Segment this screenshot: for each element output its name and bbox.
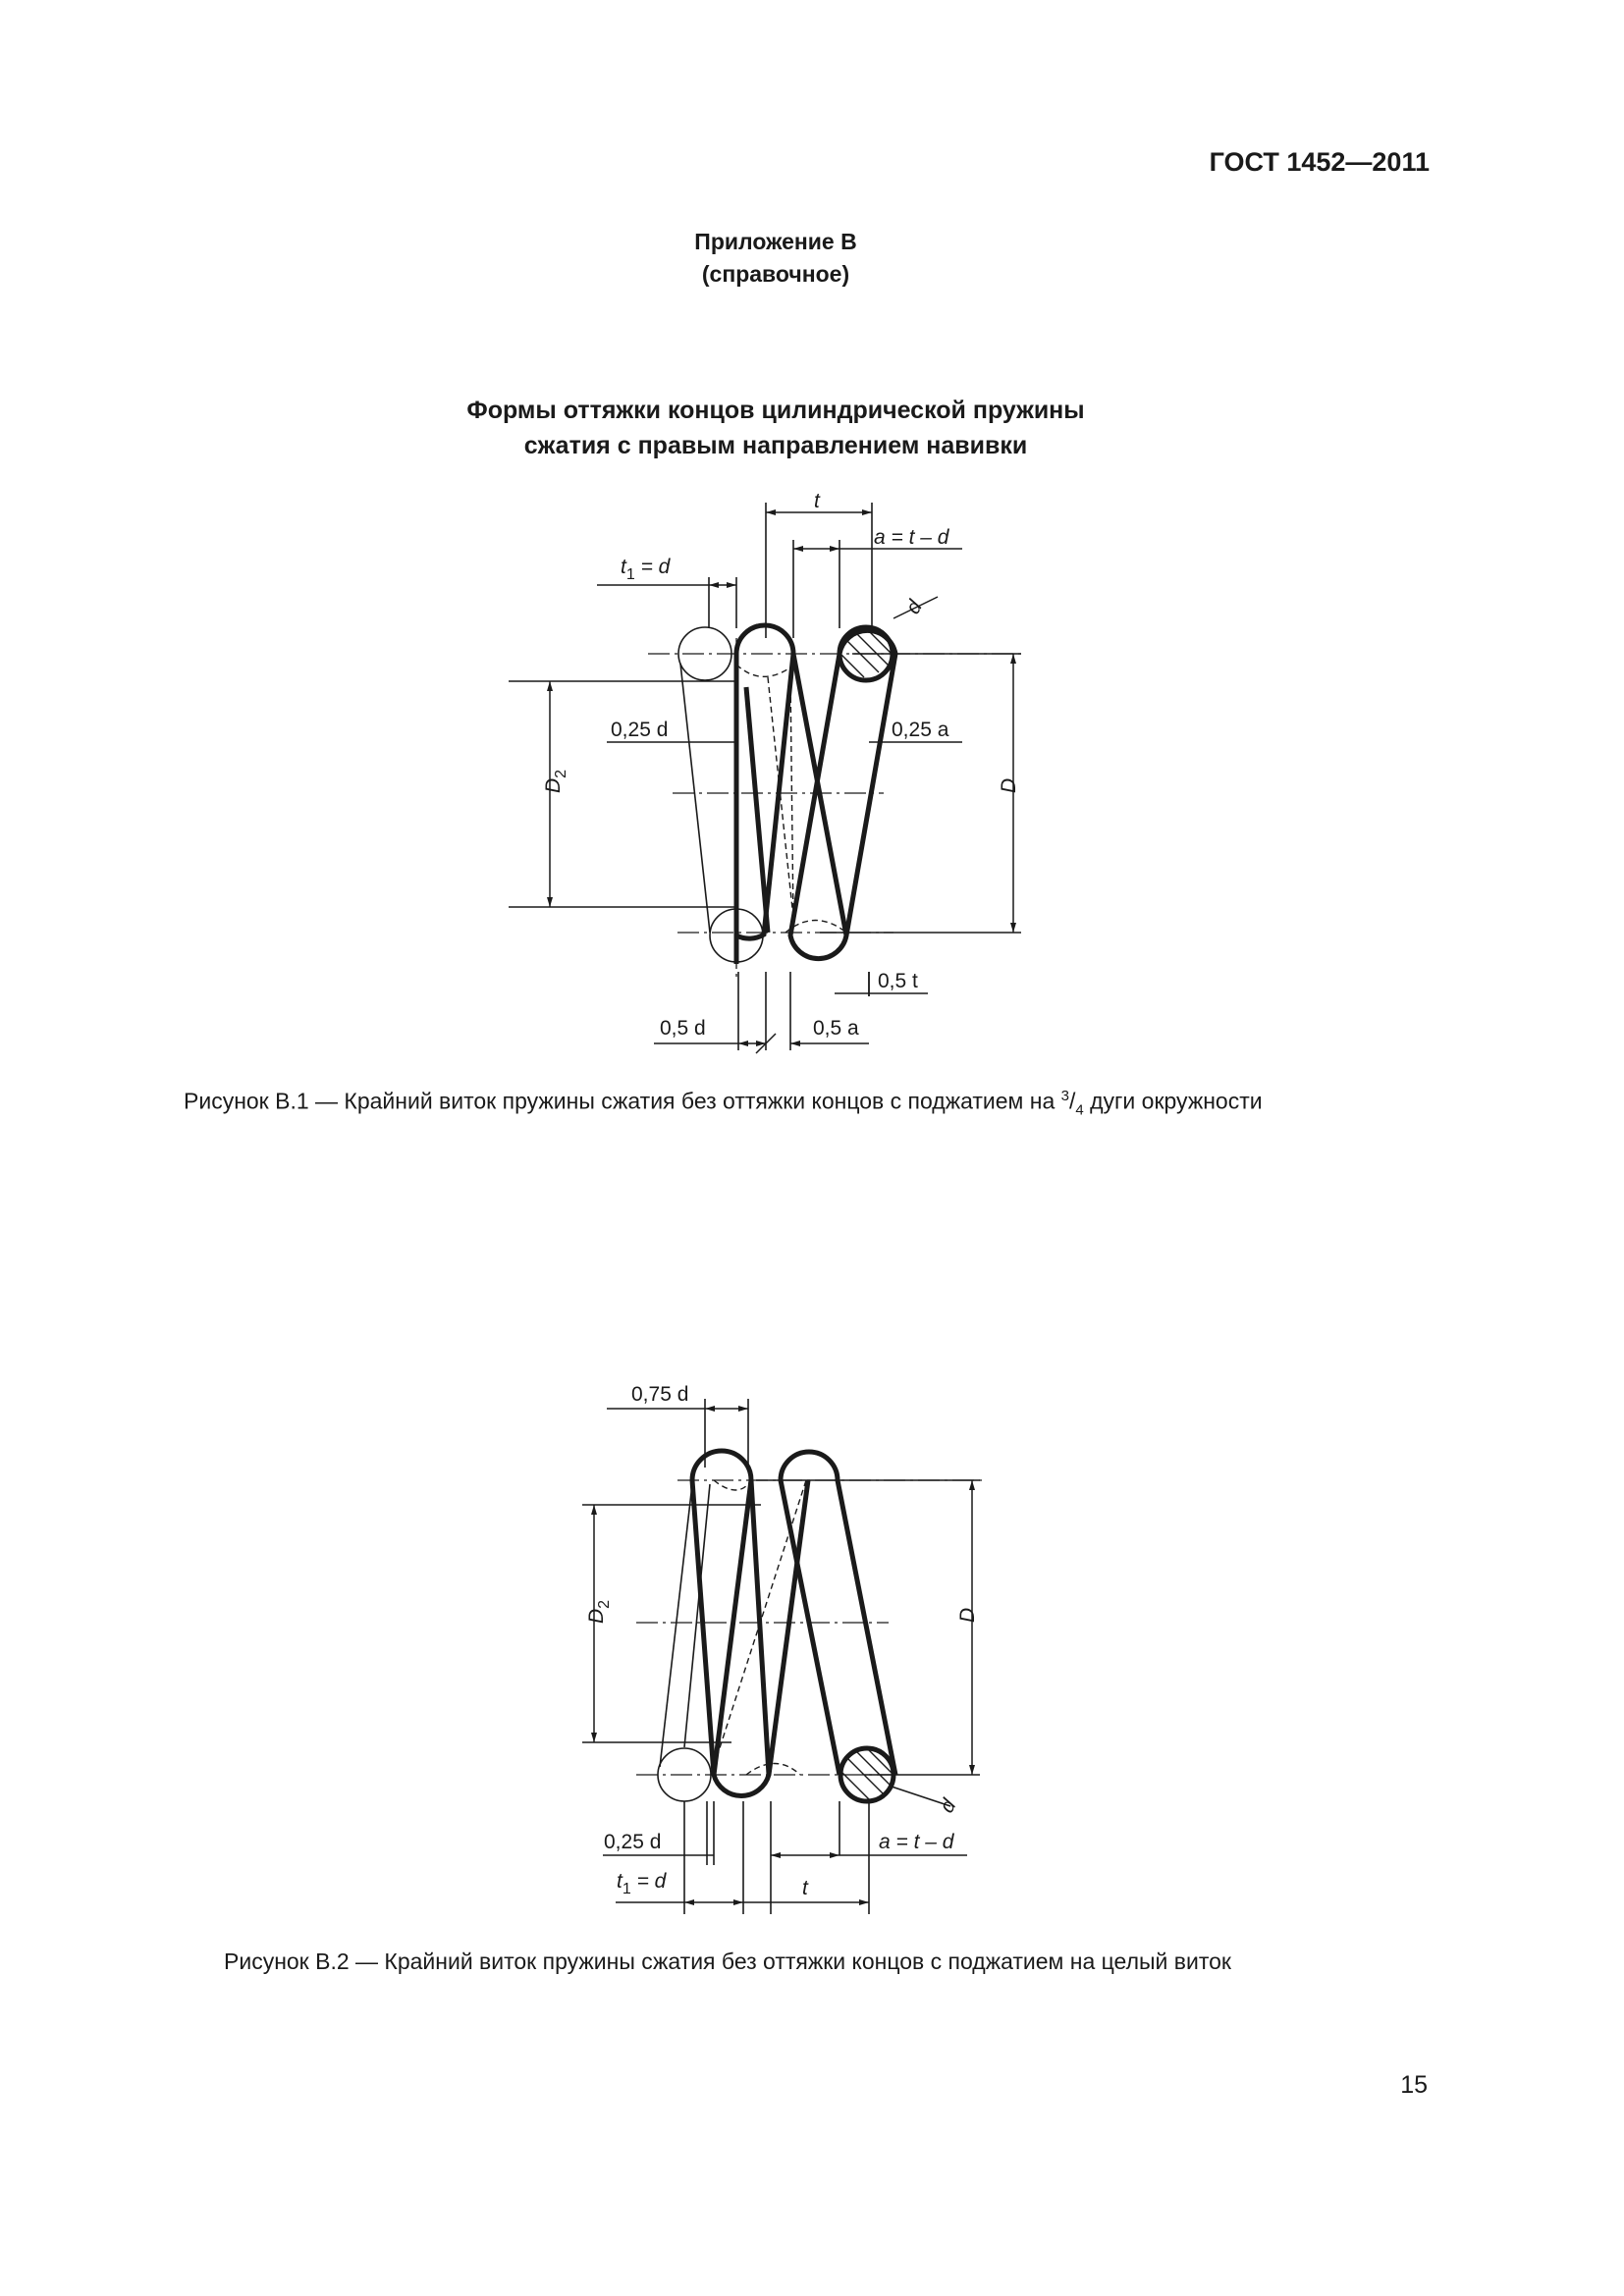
fig1-label-half-d: 0,5 d (660, 1017, 706, 1040)
figure-2-caption: Рисунок В.2 — Крайний виток пружины сжатия без оттяжки концов с поджатием на целый виток (224, 1949, 1231, 1974)
fig2-label-t: t (802, 1877, 808, 1899)
fig1-label-half-t: 0,5 t (878, 970, 918, 992)
fig2-label-quarter-d: 0,25 d (604, 1831, 662, 1853)
fig1-label-d: d (901, 596, 927, 618)
fig1-label-quarter-d: 0,25 d (611, 719, 669, 741)
fig1-label-t1: $t_1 = d$ (621, 556, 671, 583)
fig1-label-t: t (814, 490, 820, 512)
fig2-label-a-eq: a = t – d (879, 1831, 954, 1853)
fig2-label-t1: $t_1 = d$ (617, 1870, 667, 1897)
fig1-label-D: D (998, 777, 1020, 793)
section-title-line-2: сжатия с правым направлением навивки (523, 432, 1028, 459)
fig1-label-a-eq: a = t – d (874, 526, 949, 549)
fig2-label-d: d (935, 1795, 961, 1817)
appendix-subtitle: (справочное) (701, 261, 850, 287)
figure-1-caption: Рисунок В.1 — Крайний виток пружины сжатия без оттяжки концов с поджатием на $^3/_4$ дуги окружности (184, 1088, 1263, 1119)
page-number: 15 (1400, 2071, 1428, 2099)
fig2-label-three-quarter-d: 0,75 d (631, 1383, 689, 1406)
fig1-label-quarter-a: 0,25 a (892, 719, 949, 741)
fig1-label-d2: $D_2$ (542, 769, 569, 793)
fig2-label-d2: $D_2$ (585, 1599, 613, 1624)
section-title-line-1: Формы оттяжки концов цилиндрической пружины (466, 397, 1085, 424)
document-code: ГОСТ 1452—2011 (1209, 147, 1430, 177)
figure-2-labels (585, 1383, 979, 1899)
appendix-title: Приложение В (694, 229, 857, 254)
fig2-label-D: D (956, 1607, 979, 1623)
fig1-label-half-a: 0,5 a (813, 1017, 859, 1040)
